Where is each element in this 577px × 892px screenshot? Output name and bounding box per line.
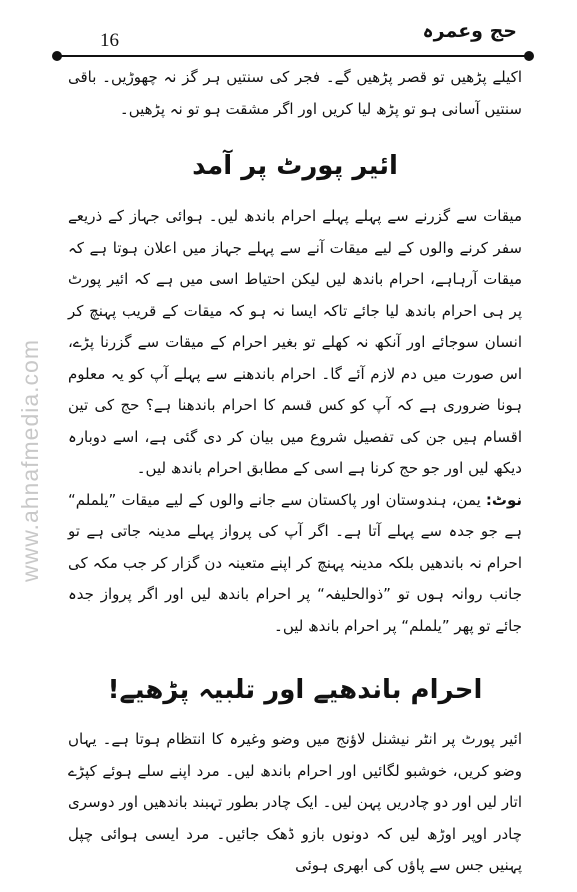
section-heading-airport-arrival: ائیر پورٹ پر آمد bbox=[192, 151, 398, 181]
section-paragraph-ihram-talbiyah: ائیر پورٹ پر انٹر نیشنل لاؤنج میں وضو وغیرہ کا انتظام ہوتا ہے۔ یہاں وضو کریں، خوشبو لگائیں اور احرام باندھ لیں۔ مرد اپنے سلے ہوئے کپڑے اتار لیں اور دو چادریں پہن لیں۔ ایک چادر بطور تہبند باندھیں اور دوسری چادر اوپر اوڑھ لیں کہ دونوں بازو ڈھک جائیں۔ مرد ایسی ہوائی چپل پہنیں جس سے پاؤں کی ابھری ہوئی bbox=[68, 730, 522, 874]
page-content bbox=[68, 62, 522, 882]
intro-paragraph: اکیلے پڑھیں تو قصر پڑھیں گے۔ فجر کی سنتیں ہر گز نہ چھوڑیں۔ باقی سنتیں آسانی ہو تو پڑھ لیا کریں اور اگر مشقت ہو تو نہ پڑھیں۔ bbox=[68, 68, 522, 118]
page-number: 16 bbox=[100, 30, 119, 51]
section-paragraph-airport-arrival: میقات سے گزرنے سے پہلے پہلے احرام باندھ لیں۔ ہوائی جہاز کے ذریعے سفر کرنے والوں کے لیے میقات آنے سے پہلے جہاز میں اعلان ہوتا ہے کہ میقات آرہاہے، احرام باندھ لیں لیکن احتیاط اسی میں ہے کہ ائیر پورٹ پر ہی احرام باندھ لیا جائے تاکہ ایسا نہ ہو کہ میقات کے قریب پہنچ کر انسان سوجائے اور آنکھ نہ کھلے تو بغیر احرام کے میقات سے گزرنا پڑے، اس صورت میں دم لازم آئے گا۔ احرام باندھنے سے پہلے آپ کو یہ معلوم ہونا ضروری ہے کہ آپ کو کس قسم کا احرام باندھنا ہے؟ حج کی تین اقسام ہیں جن کی تفصیل شروع میں بیان کر دی گئی ہے، اسے دوبارہ دیکھ لیں اور جو حج کرنا ہے اسی کے مطابق احرام باندھ لیں۔ bbox=[68, 207, 522, 477]
header-rule bbox=[57, 55, 529, 57]
section-heading-ihram-talbiyah: احرام باندھیے اور تلبیہ پڑھیے! bbox=[107, 675, 483, 705]
watermark bbox=[10, 300, 50, 620]
page-header bbox=[0, 0, 577, 60]
header-rule-left-dot bbox=[52, 51, 62, 61]
note-label: نوٹ: bbox=[485, 490, 522, 509]
watermark-text: www.ahnafmedia.com bbox=[16, 338, 43, 582]
running-title: حج وعمرہ bbox=[422, 20, 517, 42]
header-rule-right-dot bbox=[524, 51, 534, 61]
note-paragraph bbox=[68, 485, 522, 643]
note-text: یمن، ہندوستان اور پاکستان سے جانے والوں کے لیے میقات ”یلملم“ ہے جو جدہ سے پہلے آتا ہے۔ اگر آپ کی پرواز پہلے مدینہ جاتی ہے تو احرام نہ باندھیں بلکہ مدینہ پہنچ کر اپنے متعینہ دن گزار کر جب مکہ کی جانب روانہ ہوں تو ”ذوالحلیفہ“ پر احرام باندھ لیں اور اگر پرواز جدہ جائے تو پھر ”یلملم“ پر احرام باندھ لیں۔ bbox=[68, 490, 522, 635]
